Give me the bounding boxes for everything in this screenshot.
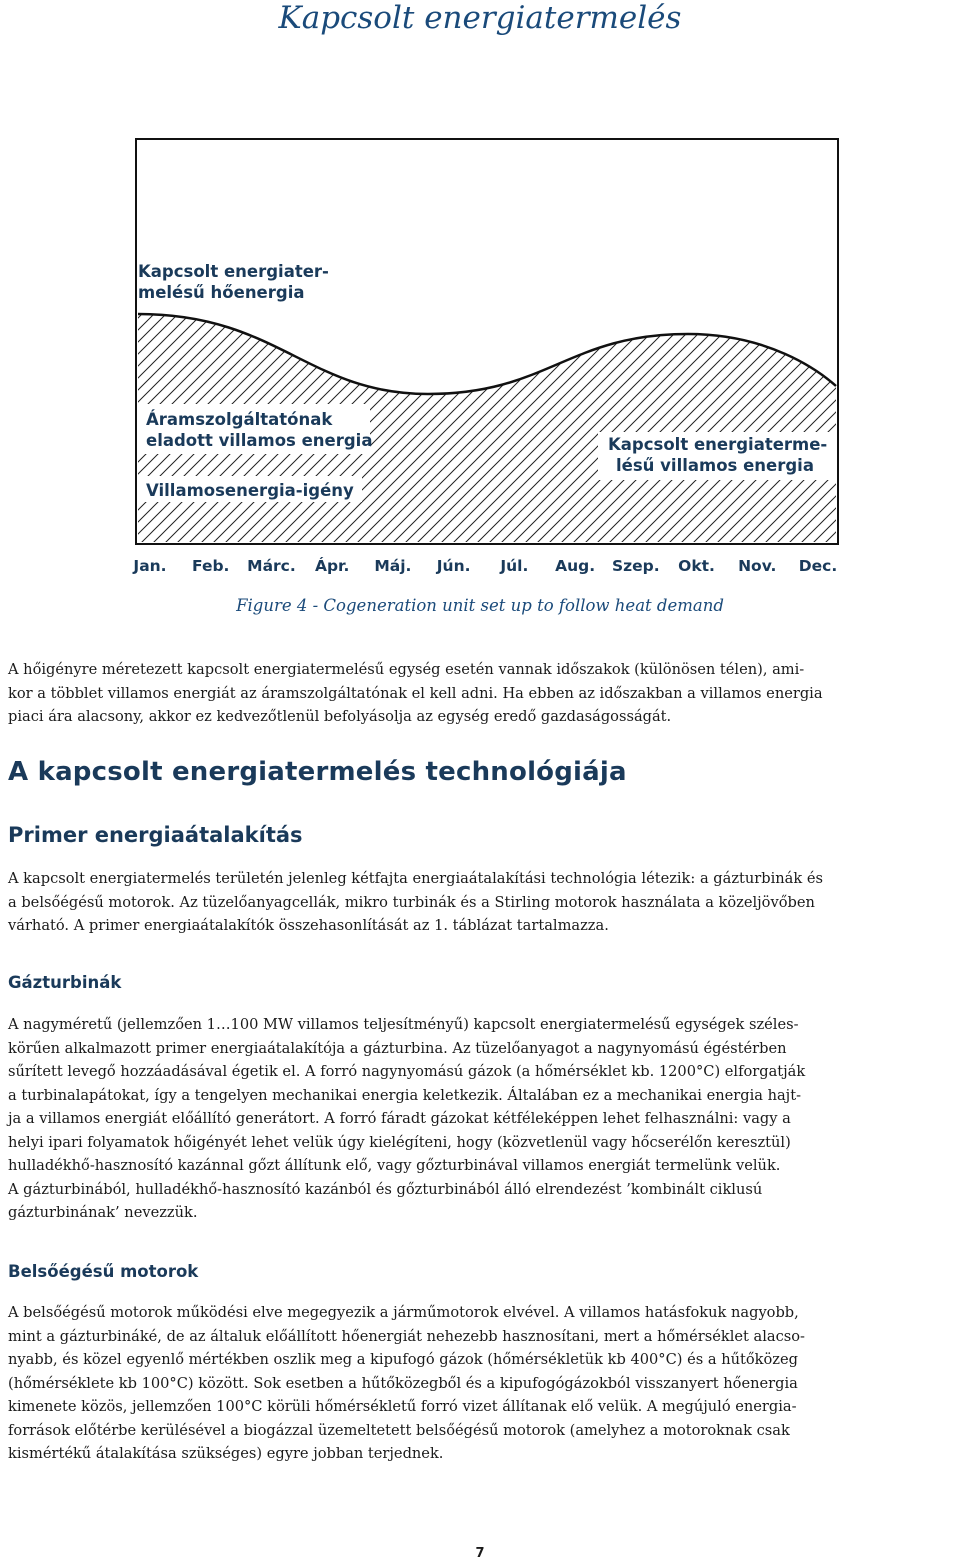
month-label: Dec.: [798, 557, 838, 575]
label-chp-heat-1: Kapcsolt energiater-: [138, 262, 329, 281]
gas-line-7: hulladékhő-hasznosító kazánnal gőzt állítunk elő, vagy gőzturbinával villamos energiát termelünk velük.: [8, 1157, 781, 1174]
intro-line-1: A hőigényre méretezett kapcsolt energiatermelésű egység esetén vannak időszakok (különösen télen), ami-: [8, 661, 805, 678]
month-label: Máj.: [374, 557, 412, 575]
month-label: Feb.: [191, 557, 230, 575]
month-label: Okt.: [678, 557, 715, 575]
label-sold-energy-2: eladott villamos energia: [146, 431, 373, 450]
gas-turbines-heading: Gázturbinák: [8, 973, 122, 992]
gas-line-8: A gázturbinából, hulladékhő-hasznosító kazánból és gőzturbinából álló elrendezést ’kombinált ciklusú: [8, 1180, 763, 1198]
engines-line-2: mint a gázturbináké, de az általuk előállított hőenergiát nehezebb hasznosítani, mert a hőmérséklet alacso-: [8, 1327, 805, 1345]
label-sold-energy-1: Áramszolgáltatónak: [146, 410, 333, 429]
intro-paragraph: [8, 658, 958, 729]
gas-line-9: gázturbinának’ nevezzük.: [8, 1204, 198, 1221]
gas-line-3: sűrített levegő hozzáadásával égetik el. A forró nagynyomású gázok (a hőmérséklet kb. 1200°C) elforgatják: [8, 1063, 806, 1080]
month-label: Szep.: [611, 557, 660, 575]
month-axis: [132, 556, 837, 575]
cogeneration-figure: [128, 136, 840, 576]
month-label: Ápr.: [314, 557, 350, 575]
label-chp-electric-2: lésű villamos energia: [616, 456, 814, 475]
engines-paragraph: [8, 1301, 958, 1466]
primary-line-1: A kapcsolt energiatermelés területén jelenleg kétfajta energiaátalakítási technológia létezik: a gázturbinák és: [8, 870, 823, 887]
label-electricity-demand: Villamosenergia-igény: [146, 481, 354, 500]
label-chp-heat-2: melésű hőenergia: [138, 283, 305, 302]
gas-line-4: a turbinalapátokat, így a tengelyen mechanikai energia keletkezik. Általában ez a mechanikai energia hajt-: [8, 1086, 802, 1104]
page-number: 7: [475, 1546, 485, 1561]
engines-line-1: A belsőégésű motorok működési elve megegyezik a járműmotorok elvével. A villamos hatásfokuk nagyobb,: [8, 1304, 799, 1321]
section-subtitle: Primer energiaátalakítás: [8, 823, 303, 847]
intro-line-3: piaci ára alacsony, akkor ez kedvezőtlenül befolyásolja az egység eredő gazdaságosságát.: [8, 708, 672, 725]
page-header-title: Kapcsolt energiatermelés: [278, 0, 682, 36]
month-label: Márc.: [247, 557, 296, 575]
figure-caption: Figure 4 - Cogeneration unit set up to follow heat demand: [236, 596, 724, 615]
month-label: Aug.: [555, 557, 596, 575]
month-label: Nov.: [738, 557, 777, 575]
engines-line-5: kimenete közös, jellemzően 100°C körüli hőmérsékletű forró vizet állítanak elő velük. A megújuló energia-: [8, 1398, 797, 1415]
primary-line-3: várható. A primer energiaátalakítók összehasonlítását az 1. táblázat tartalmazza.: [8, 917, 609, 934]
label-chp-electric-1: Kapcsolt energiaterme-: [608, 435, 828, 454]
section-title: A kapcsolt energiatermelés technológiája: [8, 757, 627, 787]
engines-line-6: források előtérbe kerülésével a biogázzal üzemeltetett belsőégésű motorok (amelyhez a motoroknak csak: [8, 1421, 790, 1439]
engines-line-3: nyabb, és közel egyenlő mértékben oszlik meg a kipufogó gázok (hőmérsékletük kb 400°C) és a hűtőközeg: [8, 1351, 798, 1368]
intro-line-2: kor a többlet villamos energiát az áramszolgáltatónak el kell adni. Ha ebben az időszakban a villamos energia: [8, 684, 823, 702]
gas-line-5: ja a villamos energiát előállító generátort. A forró fáradt gázokat kétféleképpen lehet felhasználni: vagy a: [8, 1110, 791, 1127]
primary-conversion-paragraph: [8, 867, 958, 938]
engines-line-4: (hőmérséklete kb 100°C) között. Sok esetben a hűtőközegből és a kipufogógázokból visszanyert hőenergia: [8, 1374, 798, 1392]
month-label: Júl.: [500, 557, 529, 575]
month-label: Jún.: [436, 557, 471, 575]
engines-heading: Belsőégésű motorok: [8, 1262, 199, 1281]
gas-line-2: körűen alkalmazott primer energiaátalakítója a gázturbina. Az tüzelőanyagot a nagynyomású égéstérben: [8, 1039, 787, 1057]
month-label: Jan.: [133, 557, 167, 575]
gas-line-1: A nagyméretű (jellemzően 1…100 MW villamos teljesítményű) kapcsolt energiatermelésű egységek széles-: [8, 1016, 799, 1033]
engines-line-7: kismértékű átalakítása szükséges) egyre jobban terjednek.: [8, 1445, 444, 1462]
primary-line-2: a belsőégésű motorok. Az tüzelőanyagcellák, mikro turbinák és a Stirling motorok használata a közeljövőben: [8, 893, 815, 911]
gas-turbines-paragraph: [8, 1013, 958, 1225]
gas-line-6: helyi ipari folyamatok hőigényét lehet velük úgy kielégíteni, hogy (közvetlenül vagy hőcserélőn keresztül): [8, 1133, 791, 1151]
